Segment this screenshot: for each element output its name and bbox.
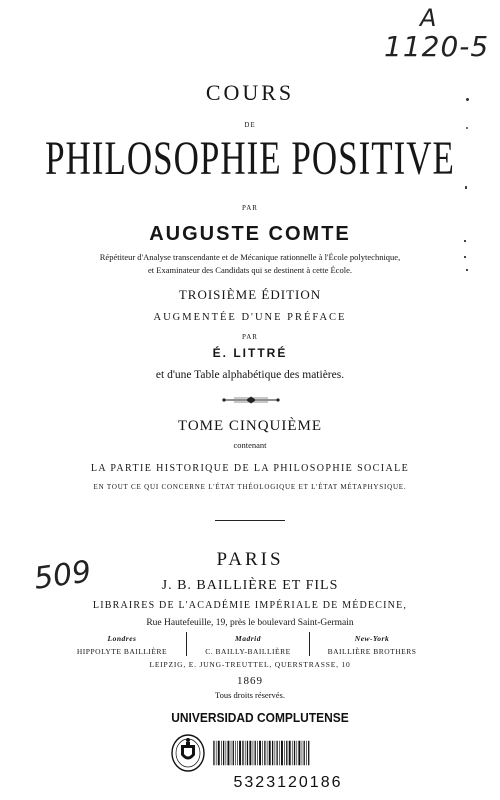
branch-madrid (188, 634, 308, 656)
branch-name: BAILLIÈRE BROTHERS (327, 647, 417, 656)
author-name: AUGUSTE COMTE (149, 223, 351, 245)
ornament-divider (222, 395, 280, 405)
margin-note-left: 509 (31, 554, 94, 597)
par-label-1: PAR (242, 204, 258, 212)
section-rule (215, 520, 285, 521)
scan-speck (465, 186, 467, 189)
barcode (212, 733, 310, 773)
branch-city: Londres (107, 634, 137, 643)
margin-note-top-right-a: A (420, 4, 437, 32)
volume-content-line-2: EN TOUT CE QUI CONCERNE L'ÉTAT THÉOLOGIQUE ET L'ÉTAT MÉTAPHYSIQUE. (93, 483, 407, 491)
volume-content-line-1: LA PARTIE HISTORIQUE DE LA PHILOSOPHIE SOCIALE (90, 463, 410, 474)
leipzig-line: LEIPZIG, E. JUNG-TREUTTEL, QUERSTRASSE, 10 (149, 660, 351, 669)
publisher-address: Rue Hautefeuille, 19, près le boulevard Saint-Germain (146, 618, 354, 628)
scan-speck (466, 98, 469, 101)
university-crest-icon (170, 733, 206, 773)
branch-newyork (312, 634, 432, 656)
branch-london (62, 634, 182, 656)
publication-city: PARIS (216, 549, 284, 570)
edition-label: TROISIÈME ÉDITION (178, 287, 322, 302)
branch-city: New-York (354, 634, 390, 643)
branch-name: C. BAILLY-BAILLIÈRE (205, 647, 291, 656)
author-description-line-2: et Examinateur des Candidats qui se destinent à cette École. (148, 265, 352, 275)
augmented-label: AUGMENTÉE D'UNE PRÉFACE (153, 312, 347, 323)
publisher-affiliation: LIBRAIRES DE L'ACADÉMIE IMPÉRIALE DE MÉDECINE, (92, 600, 408, 611)
branch-separator (186, 632, 187, 656)
author-description-line-1: Répétiteur d'Analyse transcendante et de Mécanique rationnelle à l'École polytechnique, (99, 252, 401, 262)
index-note: et d'une Table alphabétique des matières. (155, 369, 345, 381)
contenant-label: contenant (233, 440, 267, 450)
branch-separator (309, 632, 310, 656)
barcode-number: 5323120186 (233, 774, 343, 791)
scan-speck (464, 240, 466, 242)
heading-de: DE (244, 121, 256, 129)
publication-year: 1869 (237, 675, 263, 687)
scan-speck (466, 127, 468, 129)
rights-notice: Tous droits réservés. (215, 690, 285, 700)
editor-name: É. LITTRÉ (212, 346, 288, 360)
scan-speck (466, 269, 468, 271)
page-title: PHILOSOPHIE POSITIVE (45, 132, 455, 185)
scan-speck (464, 256, 466, 258)
volume-title: TOME CINQUIÈME (177, 418, 323, 434)
heading-cours: COURS (205, 80, 295, 105)
branch-name: HIPPOLYTE BAILLIÈRE (76, 647, 168, 656)
library-stamp (168, 706, 368, 798)
margin-note-top-right-shelfmark: 1120-5 (384, 30, 490, 63)
publisher-name: J. B. BAILLIÈRE ET FILS (161, 578, 339, 593)
branch-city: Madrid (235, 634, 261, 643)
library-institution-name: UNIVERSIDAD COMPLUTENSE (171, 710, 349, 725)
par-label-2: PAR (242, 333, 258, 341)
